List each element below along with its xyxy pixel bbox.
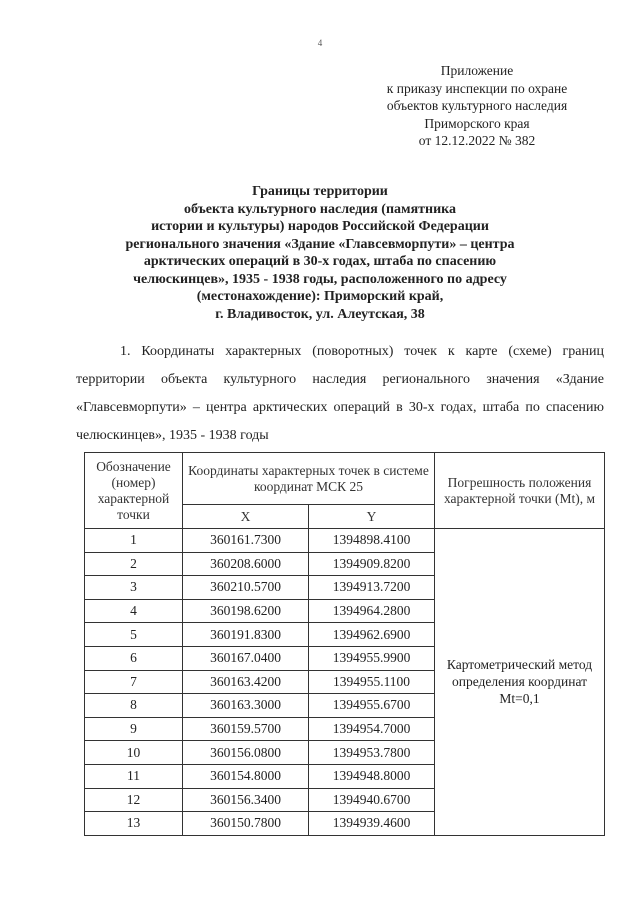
x-coordinate-cell: 360208.6000 <box>183 552 309 576</box>
x-coordinate-cell: 360159.5700 <box>183 717 309 741</box>
x-coordinate-cell: 360154.8000 <box>183 764 309 788</box>
appendix-line: к приказу инспекции по охране <box>386 80 568 96</box>
y-coordinate-cell: 1394898.4100 <box>309 529 435 553</box>
coordinates-table <box>84 452 605 836</box>
x-coordinate-cell: 360161.7300 <box>183 529 309 553</box>
x-coordinate-cell: 360198.6200 <box>183 599 309 623</box>
appendix-line: от 12.12.2022 № 382 <box>418 133 536 148</box>
point-number-cell: 6 <box>85 646 183 670</box>
y-coordinate-cell: 1394954.7000 <box>309 717 435 741</box>
y-coordinate-cell: 1394940.6700 <box>309 788 435 812</box>
y-coordinate-cell: 1394955.6700 <box>309 694 435 718</box>
point-number-cell: 1 <box>85 529 183 553</box>
y-coordinate-cell: 1394955.9900 <box>309 646 435 670</box>
x-coordinate-cell: 360167.0400 <box>183 646 309 670</box>
appendix-line: Приложение <box>440 63 514 78</box>
appendix-line: Приморского края <box>424 115 530 131</box>
point-number-cell: 10 <box>85 741 183 765</box>
y-coordinate-cell: 1394955.1100 <box>309 670 435 694</box>
point-number-cell: 12 <box>85 788 183 812</box>
point-number-cell: 4 <box>85 599 183 623</box>
point-number-cell: 9 <box>85 717 183 741</box>
x-coordinate-cell: 360156.0800 <box>183 741 309 765</box>
title-line: арктических операций в 30-х годах, штаба по спасению <box>143 254 497 269</box>
intro-paragraph <box>76 338 604 450</box>
point-number-cell: 7 <box>85 670 183 694</box>
table-row <box>85 529 605 553</box>
point-number-cell: 5 <box>85 623 183 647</box>
header-coordinates: Координаты характерных точек в системе координат МСК 25 <box>183 453 435 505</box>
header-y: Y <box>309 505 435 529</box>
x-coordinate-cell: 360163.4200 <box>183 670 309 694</box>
point-number-cell: 11 <box>85 764 183 788</box>
y-coordinate-cell: 1394913.7200 <box>309 576 435 600</box>
title-line: г. Владивосток, ул. Алеутская, 38 <box>215 306 425 322</box>
point-number-cell: 2 <box>85 552 183 576</box>
x-coordinate-cell: 360191.8300 <box>183 623 309 647</box>
x-coordinate-cell: 360163.3000 <box>183 694 309 718</box>
header-error: Погрешность положения характерной точки (Mt), м <box>435 453 605 529</box>
page-number: 4 <box>317 38 323 48</box>
y-coordinate-cell: 1394964.2800 <box>309 599 435 623</box>
x-coordinate-cell: 360156.3400 <box>183 788 309 812</box>
title-line: челюскинцев», 1935 - 1938 годы, расположенного по адресу <box>133 271 507 287</box>
x-coordinate-cell: 360150.7800 <box>183 812 309 836</box>
title-line: истории и культуры) народов Российской Федерации <box>151 219 489 234</box>
x-coordinate-cell: 360210.5700 <box>183 576 309 600</box>
point-number-cell: 3 <box>85 576 183 600</box>
intro-text: 1. Координаты характерных (поворотных) точек к карте (схеме) границ территории объекта культурного наследия регионального значения «Здание «Главсевморпути» – центра арктических операций в 30-х годах, штаба по спасению челюскинцев», 1935 - 1938 годы <box>76 344 604 443</box>
y-coordinate-cell: 1394953.7800 <box>309 741 435 765</box>
y-coordinate-cell: 1394909.8200 <box>309 552 435 576</box>
title-line: объекта культурного наследия (памятника <box>183 201 457 217</box>
method-cell: Картометрический метод определения координат Mt=0,1 <box>435 529 605 836</box>
point-number-cell: 13 <box>85 812 183 836</box>
y-coordinate-cell: 1394962.6900 <box>309 623 435 647</box>
header-point-number: Обозначение (номер) характерной точки <box>85 453 183 529</box>
appendix-block <box>362 62 592 150</box>
title-line: (местонахождение): Приморский край, <box>196 289 444 304</box>
y-coordinate-cell: 1394939.4600 <box>309 812 435 836</box>
header-x: X <box>183 505 309 529</box>
y-coordinate-cell: 1394948.8000 <box>309 764 435 788</box>
appendix-line: объектов культурного наследия <box>386 98 568 113</box>
document-title <box>120 183 520 323</box>
title-line: регионального значения «Здание «Главсевморпути» – центра <box>125 236 515 252</box>
title-line: Границы территории <box>252 184 388 199</box>
point-number-cell: 8 <box>85 694 183 718</box>
